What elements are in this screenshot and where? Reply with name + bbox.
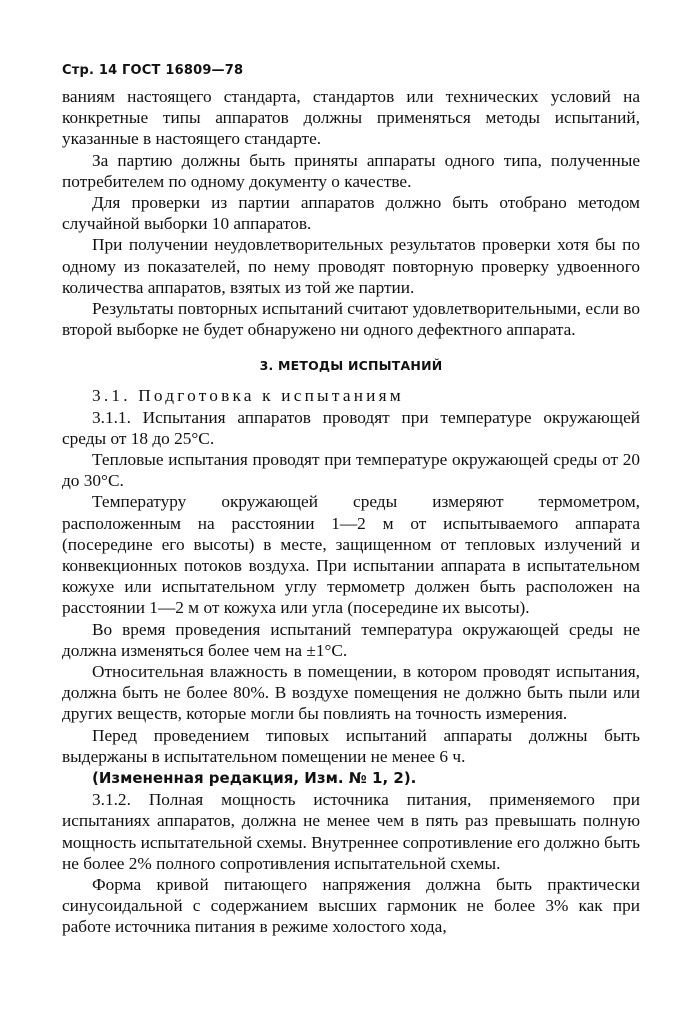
paragraph-sampling: Для проверки из партии аппаратов должно быть отобрано методом случайной выборки 10 аппаратов. — [62, 193, 640, 234]
paragraph-temperature-measurement: Температуру окружающей среды измеряют термометром, расположенным на расстоянии 1—2 м от испытываемого аппарата (посередине его высоты) в месте, защищенном от тепловых излучений и конвекционных потоков воздуха. При испытании аппарата в испытательном кожухе или испытательном углу термометр должен быть расположен на расстоянии 1—2 м от кожуха или угла (посередине их высоты). — [62, 492, 640, 618]
amendment-note: (Измененная редакция, Изм. № 1, 2). — [92, 769, 417, 788]
document-page — [62, 62, 640, 982]
paragraph-thermal-tests: Тепловые испытания проводят при температуре окружающей среды от 20 до 30°С. — [62, 450, 640, 491]
paragraph-continuation: ваниям настоящего стандарта, стандартов или технических условий на конкретные типы аппаратов должны применяться методы испытаний, указанные в настоящего стандарте. — [62, 87, 640, 149]
paragraph-temperature-variation: Во время проведения испытаний температура окружающей среды не должна изменяться более чем на ±1°С. — [62, 619, 640, 660]
paragraph-conditioning: Перед проведением типовых испытаний аппараты должны быть выдержаны в испытательном помещении не менее 6 ч. — [62, 725, 640, 766]
paragraph-3-1-1: 3.1.1. Испытания аппаратов проводят при температуре окружающей среды от 18 до 25°С. — [62, 407, 640, 448]
paragraph-batch: За партию должны быть приняты аппараты одного типа, полученные потребителем по одному документу о качестве. — [62, 150, 640, 191]
section-heading: 3. МЕТОДЫ ИСПЫТАНИЙ — [259, 358, 443, 374]
paragraph-waveform: Форма кривой питающего напряжения должна быть практически синусоидальной с содержанием высших гармоник не более 3% как при работе источника питания в режиме холостого хода, — [62, 874, 640, 937]
paragraph-repeat-tests: Результаты повторных испытаний считают удовлетворительными, если во второй выборке не будет обнаружено ни одного дефектного аппарата. — [62, 299, 640, 340]
paragraph-unsatisfactory-results: При получении неудовлетворительных результатов проверки хотя бы по одному из показателей, по нему проводят повторную проверку удвоенного количества аппаратов, взятых из той же партии. — [62, 235, 640, 297]
page-header: Стр. 14 ГОСТ 16809—78 — [62, 63, 244, 78]
paragraph-humidity: Относительная влажность в помещении, в котором проводят испытания, должна быть не более 80%. В воздухе помещения не должно быть пыли или других веществ, которые могли бы повлиять на точность измерения. — [62, 662, 640, 724]
subsection-heading: 3.1. Подготовка к испытаниям — [92, 386, 404, 406]
paragraph-3-1-2: 3.1.2. Полная мощность источника питания, применяемого при испытаниях аппаратов, должна не менее чем в пять раз превышать полную мощность испытательной схемы. Внутреннее сопротивление его должно быть не более 2% полного сопротивления испытательной схемы. — [62, 790, 640, 873]
